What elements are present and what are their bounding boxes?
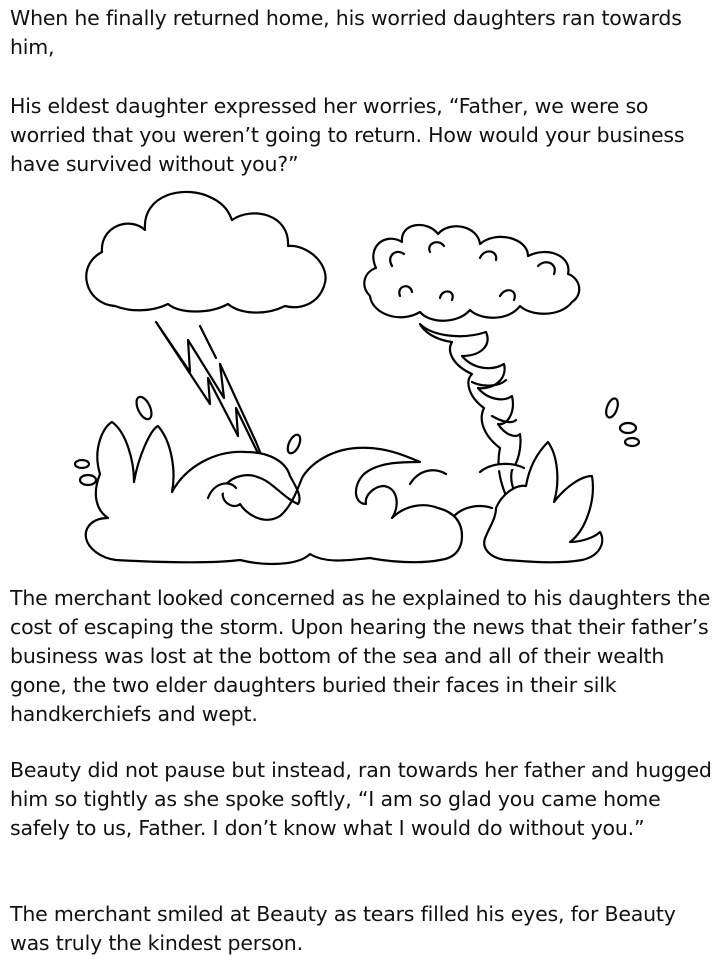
storm-cloud-icon — [86, 192, 325, 313]
ocean-waves-icon — [75, 395, 639, 564]
story-paragraph-3: The merchant looked concerned as he explained to his daughters the cost of escaping the storm. Upon hearing the news that their father’s business was lost at the bottom of the sea and all of their wealth gone, the two elder daughters buried their faces in their silk handkerchiefs and wept. — [10, 586, 711, 726]
story-paragraph-4: Beauty did not pause but instead, ran towards her father and hugged him so tightly as she spoke softly, “I am so glad you came home safely to us, Father. I don’t know what I would do without you.” — [10, 758, 712, 840]
story-paragraph-1: When he finally returned home, his worried daughters ran towards him, — [10, 6, 682, 59]
story-paragraph-2: His eldest daughter expressed her worries, “Father, we were so worried that you weren’t going to return. How would your business have survived without you?” — [10, 94, 685, 176]
storm-illustration — [60, 186, 660, 578]
story-paragraph-5: The merchant smiled at Beauty as tears filled his eyes, for Beauty was truly the kindest person. — [10, 902, 676, 955]
